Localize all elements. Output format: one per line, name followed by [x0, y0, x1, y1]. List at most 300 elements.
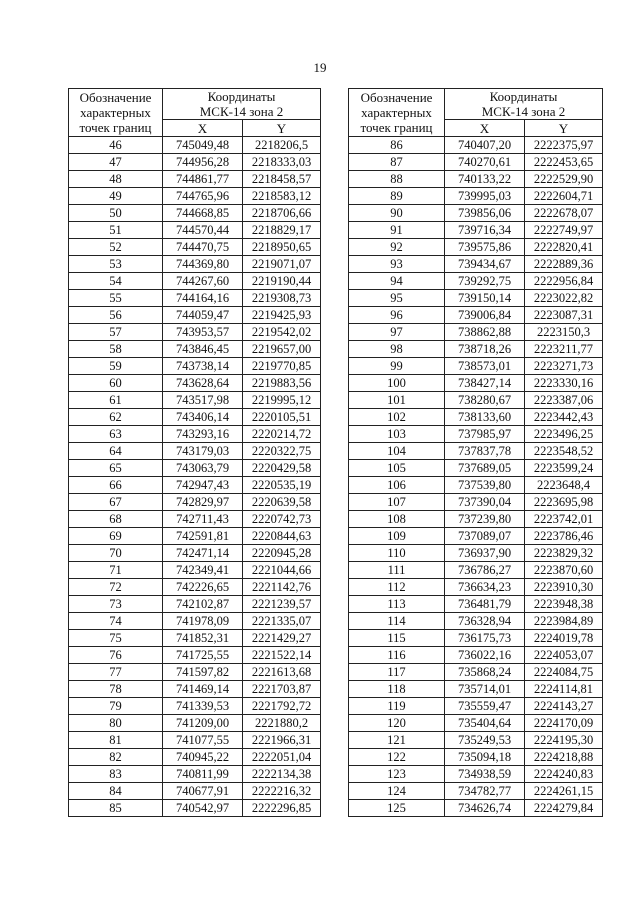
y-coordinate-cell: 2219995,12 [243, 392, 321, 409]
point-number-cell: 85 [69, 800, 163, 817]
y-coordinate-cell: 2223442,43 [525, 409, 603, 426]
y-coordinate-cell: 2224053,07 [525, 647, 603, 664]
y-coordinate-cell: 2218583,12 [243, 188, 321, 205]
y-coordinate-cell: 2224114,81 [525, 681, 603, 698]
point-number-cell: 106 [349, 477, 445, 494]
x-coordinate-cell: 743179,03 [163, 443, 243, 460]
y-coordinate-cell: 2223387,06 [525, 392, 603, 409]
y-coordinate-cell: 2222296,85 [243, 800, 321, 817]
x-coordinate-cell: 736634,23 [445, 579, 525, 596]
point-number-cell: 74 [69, 613, 163, 630]
point-number-cell: 108 [349, 511, 445, 528]
table-row [349, 749, 603, 766]
point-number-cell: 99 [349, 358, 445, 375]
x-coordinate-cell: 738280,67 [445, 392, 525, 409]
table-row [349, 766, 603, 783]
x-coordinate-cell: 741077,55 [163, 732, 243, 749]
x-coordinate-cell: 736481,79 [445, 596, 525, 613]
x-coordinate-cell: 744861,77 [163, 171, 243, 188]
x-coordinate-cell: 734938,59 [445, 766, 525, 783]
point-number-cell: 56 [69, 307, 163, 324]
x-coordinate-cell: 743293,16 [163, 426, 243, 443]
point-number-cell: 75 [69, 630, 163, 647]
x-coordinate-cell: 737089,07 [445, 528, 525, 545]
point-number-cell: 119 [349, 698, 445, 715]
table-row [69, 392, 321, 409]
x-coordinate-cell: 739292,75 [445, 273, 525, 290]
table-row [349, 443, 603, 460]
y-coordinate-cell: 2223211,77 [525, 341, 603, 358]
table-row [349, 409, 603, 426]
y-coordinate-cell: 2223829,32 [525, 545, 603, 562]
x-coordinate-cell: 740270,61 [445, 154, 525, 171]
x-coordinate-cell: 743063,79 [163, 460, 243, 477]
point-number-cell: 50 [69, 205, 163, 222]
point-number-cell: 96 [349, 307, 445, 324]
y-coordinate-cell: 2221239,57 [243, 596, 321, 613]
point-number-cell: 109 [349, 528, 445, 545]
x-coordinate-cell: 741597,82 [163, 664, 243, 681]
y-coordinate-cell: 2223910,30 [525, 579, 603, 596]
x-coordinate-cell: 737539,80 [445, 477, 525, 494]
table-row [69, 341, 321, 358]
table-row [69, 766, 321, 783]
x-coordinate-cell: 737985,97 [445, 426, 525, 443]
point-number-cell: 83 [69, 766, 163, 783]
point-number-cell: 73 [69, 596, 163, 613]
table-row [349, 460, 603, 477]
point-number-cell: 46 [69, 137, 163, 154]
table-row [69, 630, 321, 647]
table-row [349, 290, 603, 307]
x-coordinate-cell: 738133,60 [445, 409, 525, 426]
table-row [349, 426, 603, 443]
point-number-cell: 118 [349, 681, 445, 698]
x-coordinate-cell: 743738,14 [163, 358, 243, 375]
y-coordinate-cell: 2223948,38 [525, 596, 603, 613]
table-row [349, 579, 603, 596]
table-body-right [349, 137, 603, 817]
x-coordinate-cell: 743953,57 [163, 324, 243, 341]
y-coordinate-cell: 2222604,71 [525, 188, 603, 205]
y-coordinate-cell: 2222529,90 [525, 171, 603, 188]
table-row [349, 698, 603, 715]
y-coordinate-cell: 2221429,27 [243, 630, 321, 647]
table-row [69, 613, 321, 630]
y-coordinate-cell: 2223271,73 [525, 358, 603, 375]
x-coordinate-cell: 743406,14 [163, 409, 243, 426]
y-coordinate-cell: 2220639,58 [243, 494, 321, 511]
y-coordinate-cell: 2220429,58 [243, 460, 321, 477]
table-row [69, 579, 321, 596]
point-number-cell: 76 [69, 647, 163, 664]
point-number-cell: 125 [349, 800, 445, 817]
table-row [349, 630, 603, 647]
header-coordinates: Координаты МСК-14 зона 2 [445, 89, 603, 120]
point-number-cell: 49 [69, 188, 163, 205]
table-row [349, 188, 603, 205]
point-number-cell: 79 [69, 698, 163, 715]
table-row [69, 698, 321, 715]
x-coordinate-cell: 738427,14 [445, 375, 525, 392]
x-coordinate-cell: 744369,80 [163, 256, 243, 273]
point-number-cell: 63 [69, 426, 163, 443]
x-coordinate-cell: 738718,26 [445, 341, 525, 358]
table-row [349, 341, 603, 358]
table-row [69, 783, 321, 800]
table-row [69, 137, 321, 154]
table-row [69, 460, 321, 477]
y-coordinate-cell: 2218206,5 [243, 137, 321, 154]
header-coordinates: Координаты МСК-14 зона 2 [163, 89, 321, 120]
y-coordinate-cell: 2223150,3 [525, 324, 603, 341]
y-coordinate-cell: 2223742,01 [525, 511, 603, 528]
y-coordinate-cell: 2224195,30 [525, 732, 603, 749]
x-coordinate-cell: 735559,47 [445, 698, 525, 715]
point-number-cell: 80 [69, 715, 163, 732]
x-coordinate-cell: 737689,05 [445, 460, 525, 477]
y-coordinate-cell: 2220844,63 [243, 528, 321, 545]
y-coordinate-cell: 2222051,04 [243, 749, 321, 766]
point-number-cell: 52 [69, 239, 163, 256]
point-number-cell: 92 [349, 239, 445, 256]
table-row [69, 494, 321, 511]
x-coordinate-cell: 744059,47 [163, 307, 243, 324]
table-row [349, 222, 603, 239]
x-coordinate-cell: 736022,16 [445, 647, 525, 664]
point-number-cell: 122 [349, 749, 445, 766]
y-coordinate-cell: 2224279,84 [525, 800, 603, 817]
x-coordinate-cell: 735094,18 [445, 749, 525, 766]
x-coordinate-cell: 735249,53 [445, 732, 525, 749]
table-row [69, 324, 321, 341]
table-row [69, 749, 321, 766]
y-coordinate-cell: 2218950,65 [243, 239, 321, 256]
y-coordinate-cell: 2223548,52 [525, 443, 603, 460]
table-row [349, 375, 603, 392]
y-coordinate-cell: 2221335,07 [243, 613, 321, 630]
point-number-cell: 58 [69, 341, 163, 358]
point-number-cell: 103 [349, 426, 445, 443]
point-number-cell: 64 [69, 443, 163, 460]
point-number-cell: 114 [349, 613, 445, 630]
y-coordinate-cell: 2223330,16 [525, 375, 603, 392]
table-row [69, 256, 321, 273]
x-coordinate-cell: 735714,01 [445, 681, 525, 698]
table-row [349, 681, 603, 698]
x-coordinate-cell: 744956,28 [163, 154, 243, 171]
y-coordinate-cell: 2224261,15 [525, 783, 603, 800]
point-number-cell: 94 [349, 273, 445, 290]
y-coordinate-cell: 2224143,27 [525, 698, 603, 715]
point-number-cell: 111 [349, 562, 445, 579]
table-row [349, 783, 603, 800]
table-row [349, 732, 603, 749]
x-coordinate-cell: 743846,45 [163, 341, 243, 358]
table-row [69, 188, 321, 205]
point-number-cell: 60 [69, 375, 163, 392]
table-row [349, 358, 603, 375]
point-number-cell: 65 [69, 460, 163, 477]
table-row [349, 715, 603, 732]
point-number-cell: 116 [349, 647, 445, 664]
point-number-cell: 51 [69, 222, 163, 239]
point-number-cell: 62 [69, 409, 163, 426]
x-coordinate-cell: 742471,14 [163, 545, 243, 562]
point-number-cell: 97 [349, 324, 445, 341]
point-number-cell: 107 [349, 494, 445, 511]
y-coordinate-cell: 2222820,41 [525, 239, 603, 256]
y-coordinate-cell: 2223496,25 [525, 426, 603, 443]
table-row [69, 443, 321, 460]
x-coordinate-cell: 744668,85 [163, 205, 243, 222]
table-row [69, 681, 321, 698]
y-coordinate-cell: 2221703,87 [243, 681, 321, 698]
point-number-cell: 68 [69, 511, 163, 528]
y-coordinate-cell: 2222216,32 [243, 783, 321, 800]
header-y: Y [243, 120, 321, 137]
y-coordinate-cell: 2224218,88 [525, 749, 603, 766]
point-number-cell: 78 [69, 681, 163, 698]
x-coordinate-cell: 739434,67 [445, 256, 525, 273]
x-coordinate-cell: 737837,78 [445, 443, 525, 460]
y-coordinate-cell: 2220214,72 [243, 426, 321, 443]
point-number-cell: 48 [69, 171, 163, 188]
point-number-cell: 87 [349, 154, 445, 171]
table-row [69, 273, 321, 290]
point-number-cell: 53 [69, 256, 163, 273]
table-row [349, 273, 603, 290]
point-number-cell: 101 [349, 392, 445, 409]
x-coordinate-cell: 737390,04 [445, 494, 525, 511]
header-x: X [163, 120, 243, 137]
x-coordinate-cell: 734626,74 [445, 800, 525, 817]
table-row [69, 154, 321, 171]
point-number-cell: 86 [349, 137, 445, 154]
y-coordinate-cell: 2224170,09 [525, 715, 603, 732]
point-number-cell: 70 [69, 545, 163, 562]
header-x: X [445, 120, 525, 137]
x-coordinate-cell: 742947,43 [163, 477, 243, 494]
x-coordinate-cell: 745049,48 [163, 137, 243, 154]
point-number-cell: 82 [69, 749, 163, 766]
y-coordinate-cell: 2221966,31 [243, 732, 321, 749]
point-number-cell: 77 [69, 664, 163, 681]
coordinates-table-left [68, 88, 321, 817]
point-number-cell: 81 [69, 732, 163, 749]
y-coordinate-cell: 2219542,02 [243, 324, 321, 341]
point-number-cell: 57 [69, 324, 163, 341]
x-coordinate-cell: 744570,44 [163, 222, 243, 239]
y-coordinate-cell: 2221613,68 [243, 664, 321, 681]
x-coordinate-cell: 736328,94 [445, 613, 525, 630]
x-coordinate-cell: 735868,24 [445, 664, 525, 681]
y-coordinate-cell: 2218333,03 [243, 154, 321, 171]
y-coordinate-cell: 2223984,89 [525, 613, 603, 630]
table-row [349, 239, 603, 256]
y-coordinate-cell: 2223599,24 [525, 460, 603, 477]
x-coordinate-cell: 744164,16 [163, 290, 243, 307]
x-coordinate-cell: 734782,77 [445, 783, 525, 800]
table-row [69, 171, 321, 188]
table-row [69, 426, 321, 443]
y-coordinate-cell: 2219190,44 [243, 273, 321, 290]
x-coordinate-cell: 741469,14 [163, 681, 243, 698]
x-coordinate-cell: 744470,75 [163, 239, 243, 256]
table-row [69, 800, 321, 817]
y-coordinate-cell: 2223648,4 [525, 477, 603, 494]
point-number-cell: 102 [349, 409, 445, 426]
point-number-cell: 117 [349, 664, 445, 681]
table-row [69, 732, 321, 749]
x-coordinate-cell: 737239,80 [445, 511, 525, 528]
point-number-cell: 89 [349, 188, 445, 205]
table-row [69, 545, 321, 562]
table-row [349, 392, 603, 409]
point-number-cell: 115 [349, 630, 445, 647]
y-coordinate-cell: 2224019,78 [525, 630, 603, 647]
x-coordinate-cell: 736937,90 [445, 545, 525, 562]
y-coordinate-cell: 2223695,98 [525, 494, 603, 511]
table-row [349, 154, 603, 171]
y-coordinate-cell: 2222453,65 [525, 154, 603, 171]
point-number-cell: 104 [349, 443, 445, 460]
page-number: 19 [313, 60, 327, 75]
table-row [349, 562, 603, 579]
x-coordinate-cell: 738862,88 [445, 324, 525, 341]
y-coordinate-cell: 2219883,56 [243, 375, 321, 392]
x-coordinate-cell: 739006,84 [445, 307, 525, 324]
y-coordinate-cell: 2219308,73 [243, 290, 321, 307]
point-number-cell: 88 [349, 171, 445, 188]
table-row [349, 307, 603, 324]
y-coordinate-cell: 2223786,46 [525, 528, 603, 545]
x-coordinate-cell: 742829,97 [163, 494, 243, 511]
point-number-cell: 91 [349, 222, 445, 239]
point-number-cell: 100 [349, 375, 445, 392]
point-number-cell: 66 [69, 477, 163, 494]
x-coordinate-cell: 741725,55 [163, 647, 243, 664]
y-coordinate-cell: 2219425,93 [243, 307, 321, 324]
point-number-cell: 59 [69, 358, 163, 375]
y-coordinate-cell: 2219071,07 [243, 256, 321, 273]
x-coordinate-cell: 744267,60 [163, 273, 243, 290]
table-row [349, 511, 603, 528]
x-coordinate-cell: 735404,64 [445, 715, 525, 732]
y-coordinate-cell: 2220105,51 [243, 409, 321, 426]
point-number-cell: 84 [69, 783, 163, 800]
y-coordinate-cell: 2220322,75 [243, 443, 321, 460]
point-number-cell: 112 [349, 579, 445, 596]
y-coordinate-cell: 2223087,31 [525, 307, 603, 324]
y-coordinate-cell: 2219657,00 [243, 341, 321, 358]
y-coordinate-cell: 2222678,07 [525, 205, 603, 222]
table-row [69, 205, 321, 222]
x-coordinate-cell: 741209,00 [163, 715, 243, 732]
x-coordinate-cell: 736786,27 [445, 562, 525, 579]
x-coordinate-cell: 740945,22 [163, 749, 243, 766]
y-coordinate-cell: 2223870,60 [525, 562, 603, 579]
y-coordinate-cell: 2219770,85 [243, 358, 321, 375]
y-coordinate-cell: 2220945,28 [243, 545, 321, 562]
table-row [349, 613, 603, 630]
point-number-cell: 121 [349, 732, 445, 749]
x-coordinate-cell: 739856,06 [445, 205, 525, 222]
x-coordinate-cell: 743517,98 [163, 392, 243, 409]
y-coordinate-cell: 2218458,57 [243, 171, 321, 188]
y-coordinate-cell: 2221142,76 [243, 579, 321, 596]
x-coordinate-cell: 744765,96 [163, 188, 243, 205]
table-row [69, 358, 321, 375]
y-coordinate-cell: 2221044,66 [243, 562, 321, 579]
point-number-cell: 93 [349, 256, 445, 273]
table-row [69, 528, 321, 545]
table-row [69, 715, 321, 732]
x-coordinate-cell: 740133,22 [445, 171, 525, 188]
point-number-cell: 90 [349, 205, 445, 222]
y-coordinate-cell: 2222134,38 [243, 766, 321, 783]
point-number-cell: 124 [349, 783, 445, 800]
table-body-left [69, 137, 321, 817]
x-coordinate-cell: 741852,31 [163, 630, 243, 647]
point-number-cell: 69 [69, 528, 163, 545]
table-row [349, 800, 603, 817]
table-row [349, 171, 603, 188]
x-coordinate-cell: 739716,34 [445, 222, 525, 239]
y-coordinate-cell: 2218829,17 [243, 222, 321, 239]
header-point-designation: Обозначение характерных точек границ [349, 89, 445, 137]
y-coordinate-cell: 2221522,14 [243, 647, 321, 664]
table-row [349, 137, 603, 154]
point-number-cell: 61 [69, 392, 163, 409]
table-row [69, 596, 321, 613]
x-coordinate-cell: 740407,20 [445, 137, 525, 154]
x-coordinate-cell: 740677,91 [163, 783, 243, 800]
x-coordinate-cell: 740811,99 [163, 766, 243, 783]
table-row [349, 528, 603, 545]
table-row [69, 290, 321, 307]
point-number-cell: 71 [69, 562, 163, 579]
y-coordinate-cell: 2221880,2 [243, 715, 321, 732]
y-coordinate-cell: 2220742,73 [243, 511, 321, 528]
table-row [69, 511, 321, 528]
point-number-cell: 47 [69, 154, 163, 171]
table-row [69, 375, 321, 392]
y-coordinate-cell: 2218706,66 [243, 205, 321, 222]
x-coordinate-cell: 741978,09 [163, 613, 243, 630]
point-number-cell: 98 [349, 341, 445, 358]
y-coordinate-cell: 2224240,83 [525, 766, 603, 783]
y-coordinate-cell: 2223022,82 [525, 290, 603, 307]
y-coordinate-cell: 2222889,36 [525, 256, 603, 273]
header-point-designation: Обозначение характерных точек границ [69, 89, 163, 137]
point-number-cell: 113 [349, 596, 445, 613]
point-number-cell: 55 [69, 290, 163, 307]
x-coordinate-cell: 741339,53 [163, 698, 243, 715]
x-coordinate-cell: 740542,97 [163, 800, 243, 817]
table-row [349, 545, 603, 562]
point-number-cell: 105 [349, 460, 445, 477]
table-row [69, 477, 321, 494]
table-row [69, 307, 321, 324]
y-coordinate-cell: 2224084,75 [525, 664, 603, 681]
table-row [69, 409, 321, 426]
x-coordinate-cell: 742349,41 [163, 562, 243, 579]
x-coordinate-cell: 742711,43 [163, 511, 243, 528]
x-coordinate-cell: 738573,01 [445, 358, 525, 375]
x-coordinate-cell: 742226,65 [163, 579, 243, 596]
coordinates-table-right [348, 88, 603, 817]
